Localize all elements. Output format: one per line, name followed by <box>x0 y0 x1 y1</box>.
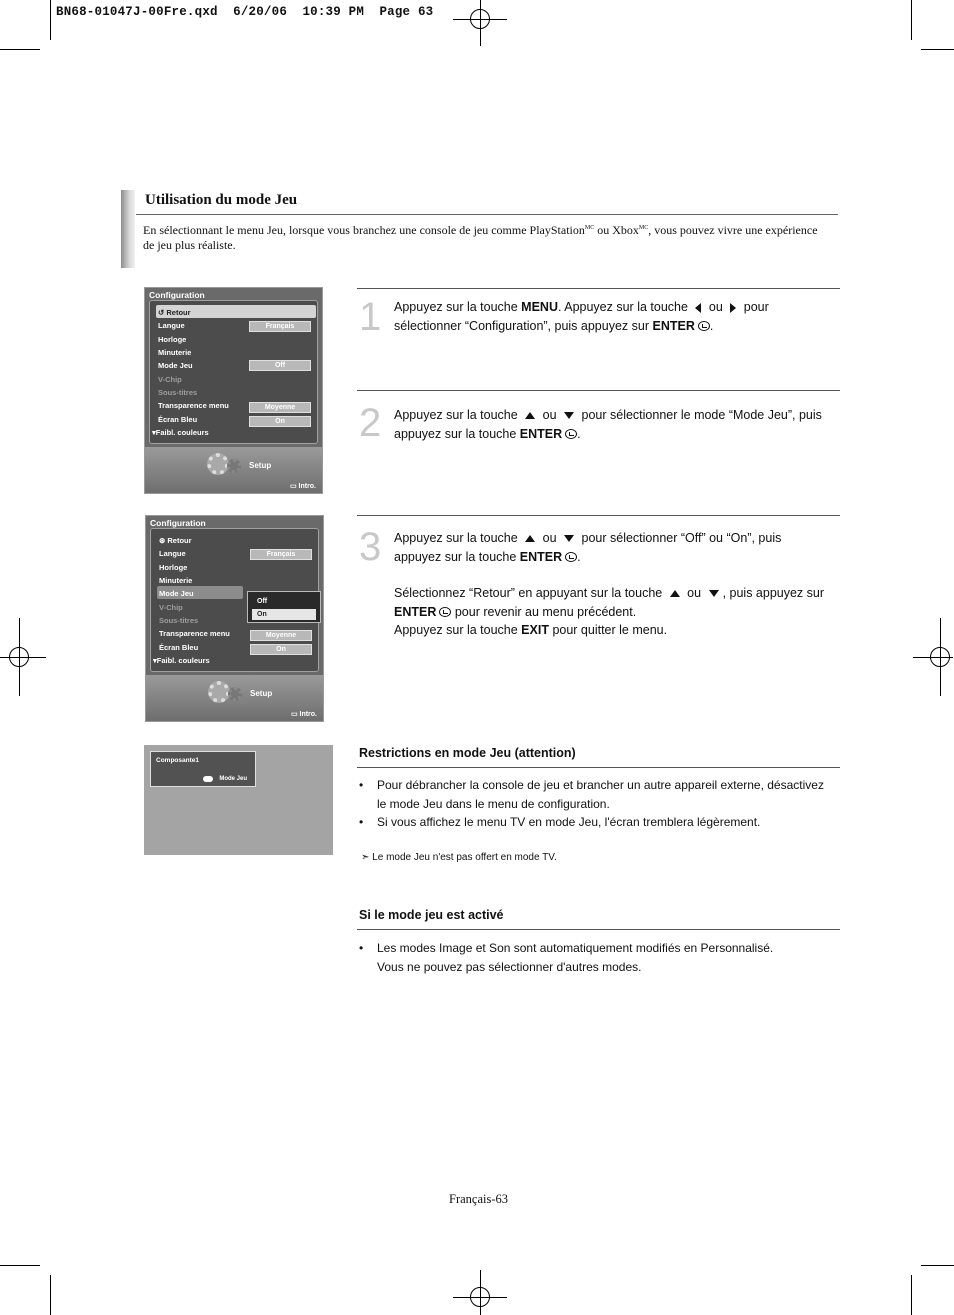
menu-item-faibl-couleurs: ▾Faibl. couleurs <box>152 428 209 437</box>
menu-item-retour: ⊛ Retour <box>159 536 192 545</box>
menu-item-vchip: V-Chip <box>158 375 182 384</box>
menu-header: Configuration <box>150 518 206 528</box>
menu-item-mode-jeu: Mode Jeu <box>158 361 193 370</box>
note: ➣ Le mode Jeu n'est pas offert en mode TV. <box>361 852 557 863</box>
menu-item-ecran-bleu: Écran Bleu <box>158 415 198 424</box>
tv-source-screenshot <box>144 745 333 855</box>
menu-item-vchip: V-Chip <box>159 603 183 612</box>
down-arrow-icon <box>564 412 574 419</box>
menu-item-horloge: Horloge <box>159 563 188 572</box>
value-langue: Français <box>250 549 312 560</box>
menu-item-transparence: Transparence menu <box>158 401 229 410</box>
list-item: • Pour débrancher la console de jeu et brancher un autre appareil externe, désactivez le mode Jeu dans le menu de configuration. <box>359 778 824 811</box>
menu-panel <box>150 528 319 672</box>
crop-mark <box>50 0 51 40</box>
menu-header: Configuration <box>149 290 205 300</box>
list-item: • Si vous affichez le menu TV en mode Jeu, l'écran tremblera légèrement. <box>359 813 829 832</box>
gamepad-icon <box>203 776 213 782</box>
menu-item-minuterie: Minuterie <box>158 348 192 357</box>
up-arrow-icon <box>525 535 535 542</box>
subsection-divider <box>357 767 840 768</box>
mode-label: Mode Jeu <box>219 776 247 782</box>
step-divider <box>357 515 840 516</box>
value-langue: Français <box>249 321 311 332</box>
step-number: 3 <box>359 525 382 569</box>
menu-item-transparence: Transparence menu <box>159 629 230 638</box>
menu-item-faibl-couleurs: ▾Faibl. couleurs <box>153 656 210 665</box>
enter-icon <box>565 552 577 562</box>
gear-icon <box>208 681 230 703</box>
menu-footer <box>145 447 322 493</box>
step-divider <box>357 390 840 391</box>
list-item: • Les modes Image et Son sont automatiquement modifiés en Personnalisé. Vous ne pouvez pas sélectionner d'autres modes. <box>359 941 774 974</box>
registration-mark <box>467 6 493 32</box>
menu-item-ecran-bleu: Écran Bleu <box>159 643 199 652</box>
crop-mark <box>921 1265 954 1266</box>
registration-mark <box>6 644 32 670</box>
menu-item-sous-titres: Sous-titres <box>159 616 199 625</box>
menu-footer <box>146 675 323 721</box>
registration-mark <box>927 644 953 670</box>
gear-icon <box>227 459 241 473</box>
mode-jeu-dropdown <box>247 591 321 623</box>
step-2-text: Appuyez sur la touche ou pour sélectionner le mode “Mode Jeu”, puis appuyez sur la touche ENTER . <box>394 408 822 441</box>
gear-icon <box>207 453 229 475</box>
section-divider <box>136 214 838 215</box>
value-ecran-bleu: On <box>250 644 312 655</box>
enter-icon <box>698 321 710 331</box>
menu-item-sous-titres: Sous-titres <box>158 388 198 397</box>
restrictions-title: Restrictions en mode Jeu (attention) <box>359 746 576 760</box>
crop-mark <box>0 49 40 50</box>
tv-menu-screenshot-1 <box>144 287 323 494</box>
enter-icon <box>565 429 577 439</box>
subsection-divider <box>357 929 840 930</box>
crop-mark <box>921 49 954 50</box>
option-off: Off <box>257 598 268 605</box>
menu-item-langue: Langue <box>158 321 185 330</box>
crop-mark <box>0 1265 40 1266</box>
setup-label: Setup <box>249 461 272 470</box>
section-title: Utilisation du mode Jeu <box>145 192 298 208</box>
up-arrow-icon <box>670 590 680 597</box>
up-arrow-icon <box>525 412 535 419</box>
source-label: Composante1 <box>156 757 199 764</box>
value-transparence: Moyenne <box>250 630 312 641</box>
crop-mark <box>911 1275 912 1315</box>
option-on: On <box>252 609 316 620</box>
left-arrow-icon <box>695 303 701 313</box>
crop-mark <box>50 1275 51 1315</box>
value-ecran-bleu: On <box>249 416 311 427</box>
section-sidebar-bar <box>121 190 135 268</box>
file-slug: BN68-01047J-00Fre.qxd 6/20/06 10:39 PM Page 63 <box>56 5 434 19</box>
bullet-icon: • <box>359 941 364 955</box>
menu-item-langue: Langue <box>159 549 186 558</box>
menu-item-horloge: Horloge <box>158 335 187 344</box>
step-number: 2 <box>359 401 382 445</box>
registration-mark <box>467 1284 493 1310</box>
tv-menu-screenshot-2 <box>145 515 324 722</box>
step-divider <box>357 288 840 289</box>
menu-panel <box>149 300 318 444</box>
bullet-icon: • <box>359 815 364 829</box>
section-intro: En sélectionnant le menu Jeu, lorsque vous branchez une console de jeu comme PlayStation$^{MC}$ ou Xbox$^{MC}$, vous pouvez vivre une expérience de jeu plus réaliste. <box>143 223 818 252</box>
note-arrow-icon: ➣ <box>361 852 370 863</box>
active-mode-title: Si le mode jeu est activé <box>359 908 504 922</box>
step-number: 1 <box>359 295 382 339</box>
menu-item-mode-jeu: Mode Jeu <box>159 589 194 598</box>
menu-item-retour: ↺ Retour <box>158 308 191 317</box>
down-arrow-icon <box>564 535 574 542</box>
intro-label: ▭ Intro. <box>290 711 317 718</box>
source-info-box <box>150 751 256 787</box>
step-3-text: Appuyez sur la touche ou pour sélectionner “Off” ou “On”, puis appuyez sur la touche ENTER . Sélectionnez “Retour” en appuyant sur la touche ou , puis appuyez sur ENTER pour revenir au menu précédent. Appuyez sur la touche EXIT pour quitter le menu. <box>394 531 825 637</box>
intro-label: ▭ Intro. <box>289 483 316 490</box>
bullet-icon: • <box>359 778 364 792</box>
gear-icon <box>228 687 242 701</box>
menu-item-minuterie: Minuterie <box>159 576 193 585</box>
down-arrow-icon <box>709 590 719 597</box>
crop-mark <box>911 0 912 40</box>
step-1-text: Appuyez sur la touche MENU. Appuyez sur la touche ou pour sélectionner “Configuration”, puis appuyez sur ENTER . <box>394 300 769 333</box>
value-mode-jeu: Off <box>249 360 311 371</box>
page-number: Français-63 <box>449 1192 509 1206</box>
setup-label: Setup <box>250 689 273 698</box>
enter-icon <box>439 607 451 617</box>
right-arrow-icon <box>730 303 736 313</box>
value-transparence: Moyenne <box>249 402 311 413</box>
